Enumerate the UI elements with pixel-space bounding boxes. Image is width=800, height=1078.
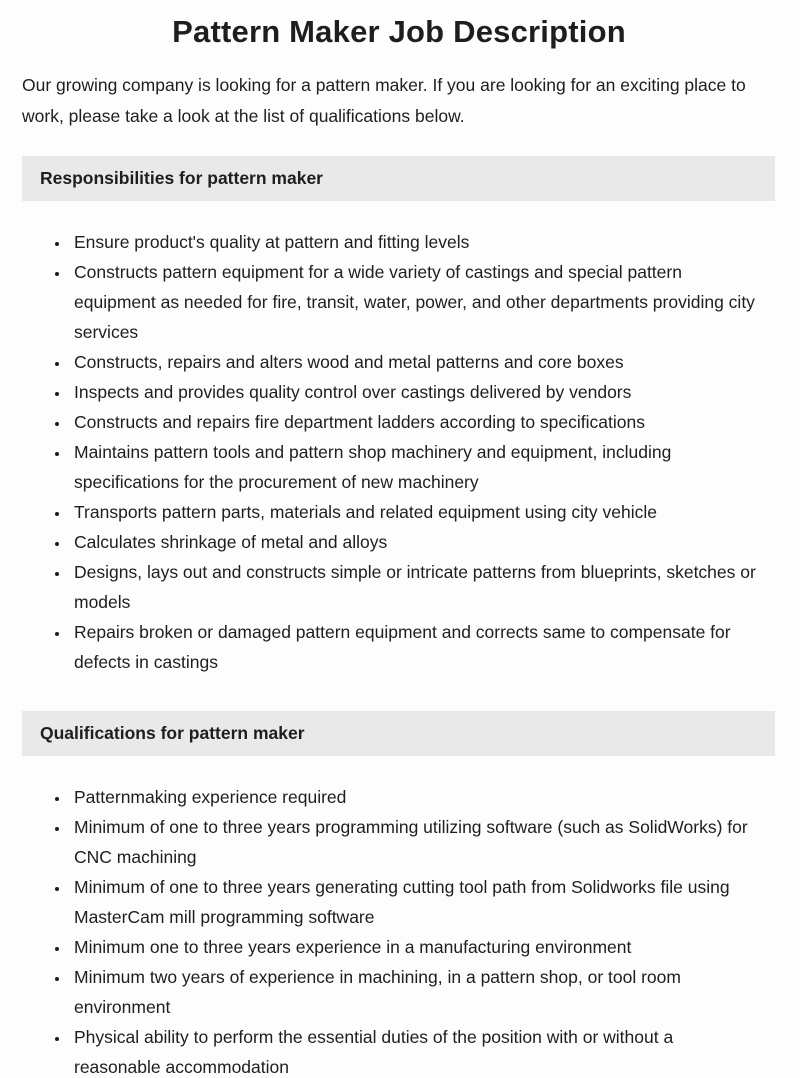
list-item: • Minimum one to three years experience in a manufacturing environment xyxy=(70,932,760,962)
list-item: • Transports pattern parts, materials and related equipment using city vehicle xyxy=(70,497,760,527)
qualifications-section xyxy=(22,711,776,1078)
list-item: • Maintains pattern tools and pattern shop machinery and equipment, including specifications for the procurement of new machinery xyxy=(70,437,760,497)
list-item: • Minimum two years of experience in machining, in a pattern shop, or tool room environment xyxy=(70,962,760,1022)
list-item: • Inspects and provides quality control over castings delivered by vendors xyxy=(70,377,760,407)
qualifications-list xyxy=(22,782,760,1078)
list-item: • Physical ability to perform the essential duties of the position with or without a reasonable accommodation xyxy=(70,1022,760,1078)
list-item: • Ensure product's quality at pattern and fitting levels xyxy=(70,227,760,257)
qualifications-heading: Qualifications for pattern maker xyxy=(22,711,775,756)
list-item: • Patternmaking experience required xyxy=(70,782,760,812)
list-item: • Constructs pattern equipment for a wide variety of castings and special pattern equipment as needed for fire, transit, water, power, and other departments providing city services xyxy=(70,257,760,347)
list-item: • Designs, lays out and constructs simple or intricate patterns from blueprints, sketches or models xyxy=(70,557,760,617)
responsibilities-list xyxy=(22,227,760,677)
list-item: • Calculates shrinkage of metal and alloys xyxy=(70,527,760,557)
page-title: Pattern Maker Job Description xyxy=(172,14,626,49)
list-item: • Constructs and repairs fire department ladders according to specifications xyxy=(70,407,760,437)
responsibilities-heading: Responsibilities for pattern maker xyxy=(22,156,775,201)
list-item: • Constructs, repairs and alters wood and metal patterns and core boxes xyxy=(70,347,760,377)
responsibilities-section xyxy=(22,156,776,677)
intro-paragraph: Our growing company is looking for a pattern maker. If you are looking for an exciting place to work, please take a look at the list of qualifications below. xyxy=(22,75,746,126)
list-item: • Minimum of one to three years programming utilizing software (such as SolidWorks) for CNC machining xyxy=(70,812,760,872)
list-item: • Repairs broken or damaged pattern equipment and corrects same to compensate for defects in castings xyxy=(70,617,760,677)
list-item: • Minimum of one to three years generating cutting tool path from Solidworks file using MasterCam mill programming software xyxy=(70,872,760,932)
